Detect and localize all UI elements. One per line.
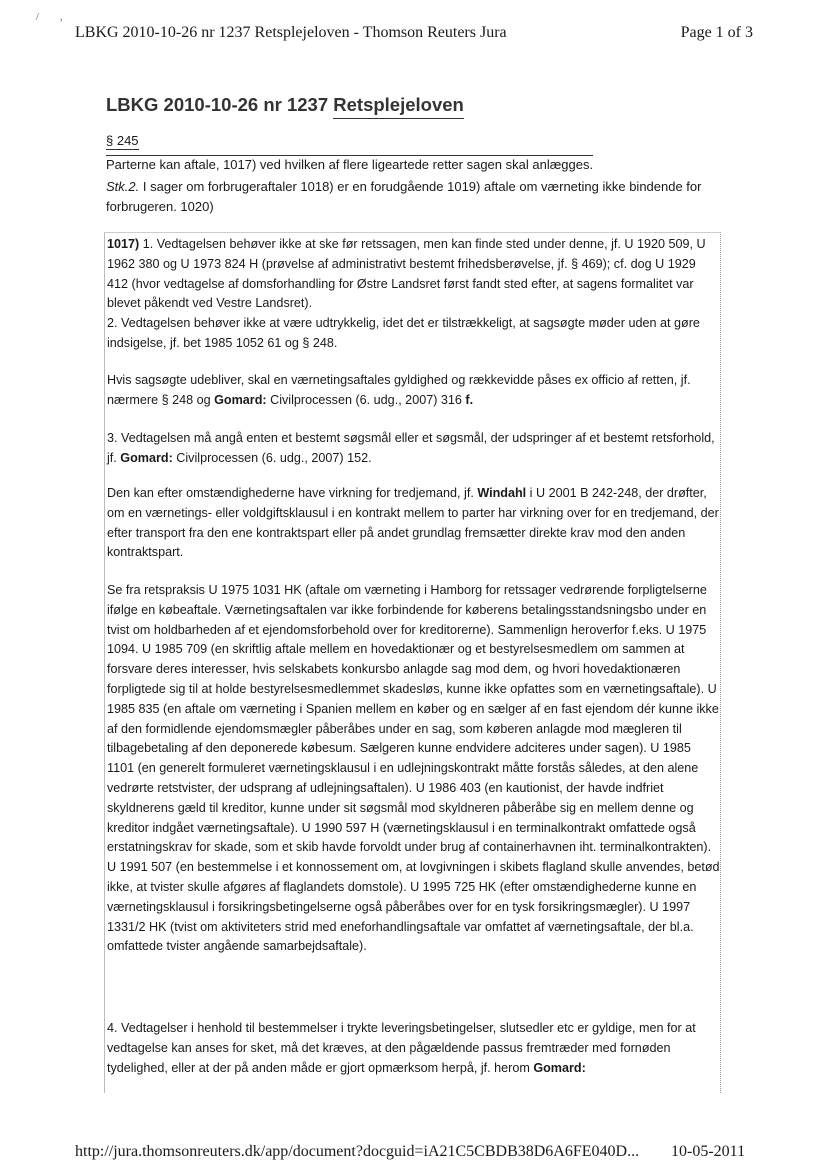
note-author: Gomard: [120, 450, 173, 465]
note-text: 1. Vedtagelsen behøver ikke at ske før retssagen, men kan finde sted under denne, jf. U 1920 509, U 1962 380 og U 1973 824 H (prøvelse af administrativt bestemt frihedsberøvelse, jf. § 469); cf. dog U 1929 412 (hvor vedtagelse af domsforhandling for Østre Landsret først fandt sted efter, at sagens formalitet var blevet påkendt ved Vestre Landsret). [107, 237, 706, 311]
note-text: 3. Vedtagelsen må angå enten et bestemt søgsmål eller et søgsmål, der udspringer af et bestemt retsforhold, jf. [107, 431, 715, 465]
paragraph-stk1: Parterne kan aftale, 1017) ved hvilken af flere ligeartede retter sagen skal anlægges. [106, 157, 594, 172]
note-1017-part-3 [107, 371, 720, 411]
note-author: Gomard: [533, 1060, 586, 1075]
print-header-page-number: Page 1 of 3 [680, 24, 753, 41]
print-footer-date: 10-05-2011 [671, 1143, 746, 1160]
notes-box [104, 232, 721, 1093]
note-text: 4. Vedtagelser i henhold til bestemmelser i trykte leveringsbetingelser, slutsedler etc er gyldige, men for at vedtagelse kan anses for sket, må det kræves, at den pågældende passus fremtræder med fornøden tydelighed, eller at der på anden måde er gjort opmærksom herpå, jf. herom [107, 1021, 696, 1075]
note-1017-part-4 [107, 429, 720, 469]
note-1017-part-1 [107, 235, 720, 314]
note-text-bold: f. [465, 392, 474, 407]
note-text: Den kan efter omstændighederne have virkning for tredjemand, jf. [107, 486, 478, 500]
note-1017-part-5 [107, 484, 720, 563]
document-title-prefix: LBKG 2010-10-26 nr 1237 [106, 94, 334, 115]
paragraph-heading: § 245 [106, 133, 139, 148]
document-title-law-link[interactable]: Retsplejeloven [333, 94, 464, 119]
print-header-title: LBKG 2010-10-26 nr 1237 Retsplejeloven - Thomson Reuters Jura [75, 24, 507, 41]
note-author: Windahl [477, 486, 527, 500]
note-1017-part-7 [107, 1019, 720, 1078]
scan-mark: / [36, 12, 39, 23]
scan-mark: , [60, 12, 63, 23]
stk2-label: Stk.2. [106, 179, 140, 194]
note-1017-part-2: 2. Vedtagelsen behøver ikke at være udtrykkelig, idet det er tilstrækkeligt, at sagsøgte møder uden at gøre indsigelse, jf. bet 1985 1052 61 og § 248. [107, 316, 700, 350]
note-text: i U 2001 B 242-248, der drøfter, om en værnetings- eller voldgiftsklausul i en kontrakt mellem to parter har virkning over for en tredjemand, der efter transport fra den ene kontraktspart eller på andet grundlag fremsætter direkte krav mod den anden kontraktspart. [107, 486, 719, 560]
stk2-text: I sager om forbrugeraftaler 1018) er en forudgående 1019) aftale om værneting ikke bindende for forbrugeren. 1020) [106, 179, 702, 214]
note-author: Gomard: [214, 392, 267, 407]
document-title [106, 94, 464, 119]
note-text: Civilprocessen (6. udg., 2007) 316 [266, 392, 466, 407]
print-footer-url: http://jura.thomsonreuters.dk/app/document?docguid=iA21C5CBDB38D6A6FE040D... [75, 1143, 640, 1160]
note-ref: 1017) [107, 237, 140, 251]
note-text: Hvis sagsøgte udebliver, skal en værnetingsaftales gyldighed og rækkevidde påses ex officio af retten, jf. nærmere § 248 og [107, 373, 691, 407]
paragraph-stk2 [106, 177, 716, 217]
note-text: Civilprocessen (6. udg., 2007) 152. [172, 450, 372, 465]
note-1017-part-6: Se fra retspraksis U 1975 1031 HK (aftale om værneting i Hamborg for retssager vedrørende forpligtelserne ifølge en købeaftale. Værnetingsaftalen var ikke forbindende for køberens betalingsstandsningsbo under en tvist om holdbarheden af et ejendomsforbehold over for kreditorerne). Sammenlign heroverfor f.eks. U 1975 1094. U 1985 709 (en skriftlig aftale mellem en hovedaktionær og et bestyrelsesmedlem om sammen at forsvare deres interesser, hvis selskabets konkursbo anlagde sag mod dem, og hvori hovedaktionæren forpligtede sig til at holde bestyrelsesmedlemmet skadesløs, kunne ikke opfattes som en værnetingsaftale). U 1985 835 (en aftale om værneting i Spanien mellem en køber og en sælger af en fast ejendom dér kunne ikke af den formidlende ejendomsmægler påberåbes under en sag, som køberen anlagde mod mægleren til tilbagebetaling af den deponerede købesum. Sælgeren kunne endvidere adciteres under sagen). U 1985 1101 (en generelt formuleret værnetingsklausul i en udlejningskontrakt måtte forstås således, at den alene vedrørte retstvister, der udsprang af udlejningsaftalen). U 1986 403 (en kautionist, der havde indfriet skyldnerens gæld til kreditor, kunne under sit søgsmål mod skyldneren påberåbe sig en mellem denne og kreditor indgået værnetingsaftale). U 1990 597 H (værnetingsklausul i en terminalkontrakt omfattede også erstatningskrav for skade, som et skib havde forvoldt under brug af containerhavnen iht. terminalkontrakten). U 1991 507 (en bestemmelse i et konnossement om, at lovgivningen i skibets flagland skulle anvendes, betød ikke, at tvister skulle afgøres af flaglandets domstole). U 1995 725 HK (efter omstændighederne kunne en værnetingsklausul i forsikringsbetingelserne også påberåbes over for en tysk forsikringsmægler). U 1997 1331/2 HK (tvist om aktiviteters strid med eneforhandlingsaftale var omfattet af værnetingsaftale, der bl.a. omfattede tvister angående samarbejdsaftale). [107, 583, 720, 954]
